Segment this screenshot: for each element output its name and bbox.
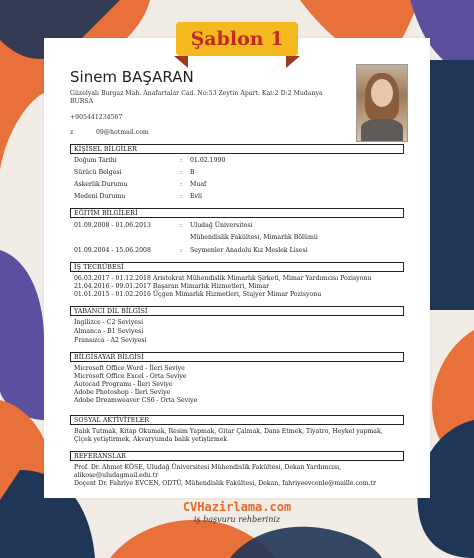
section-references: REFERANSLAR bbox=[70, 451, 404, 461]
template-title: Şablon 1 bbox=[190, 28, 284, 50]
address-line-2: BURSA bbox=[70, 98, 94, 105]
language-item: Fransızca - A2 Seviyesi bbox=[74, 337, 147, 344]
education-date: 01.09.2008 - 01.06.2013 bbox=[74, 222, 151, 229]
reference-item: alikose@uludagmail.edu.tr bbox=[74, 472, 159, 479]
computer-skill: Microsoft Office Excel - Orta Seviye bbox=[74, 373, 187, 380]
personal-sep: : bbox=[180, 181, 183, 188]
language-item: İngilizce - C2 Seviyesi bbox=[74, 319, 144, 326]
experience-item: 01.01.2015 - 01.02.2016 Üçgen Mimarlık Hizmetleri, Stajyer Mimar Pozisyonu bbox=[74, 291, 322, 298]
personal-sep: : bbox=[180, 157, 183, 164]
language-item: Almanca - B1 Seviyesi bbox=[74, 328, 144, 335]
personal-value: Muaf bbox=[190, 181, 207, 188]
profile-photo bbox=[356, 64, 408, 142]
section-experience: İŞ TECRÜBESİ bbox=[70, 262, 404, 272]
personal-sep: : bbox=[180, 169, 183, 176]
section-personal: KİŞİSEL BİLGİLER bbox=[70, 144, 404, 154]
reference-item: Doçent Dr. Fahriye EVCEN, ODTÜ, Mühendislik Fakültesi, Dekan, fahriyeevcenle@maille.com.tr bbox=[74, 480, 376, 487]
computer-skill: Adobe Dreamweaver CS6 - Orta Seviye bbox=[74, 397, 198, 404]
section-computer: BİLGİSAYAR BİLGİSİ bbox=[70, 352, 404, 362]
personal-value: Evli bbox=[190, 193, 202, 200]
computer-skill: Autocad Programı - İleri Seviye bbox=[74, 381, 173, 388]
personal-label: Medeni Durumu bbox=[74, 193, 126, 200]
computer-skill: Microsoft Office Word - İleri Seviye bbox=[74, 365, 185, 372]
navy-strip-right bbox=[430, 60, 474, 310]
education-detail: Mühendislik Fakültesi, Mimarlık Bölümü bbox=[190, 234, 318, 241]
education-date: 01.09.2004 - 15.06.2008 bbox=[74, 247, 151, 254]
education-school: Seymenler Anadolu Kız Meslek Lisesi bbox=[190, 247, 308, 254]
cv-document bbox=[44, 38, 430, 498]
section-social: SOSYAL AKTİVİTELER bbox=[70, 415, 404, 425]
reference-item: Prof. Dr. Ahmet KÖSE, Uludağ Üniversitesi Mühendislik Fakültesi, Dekan Yardımcısı, bbox=[74, 464, 342, 471]
template-title-banner bbox=[176, 22, 298, 56]
site-logo[interactable]: CVHazirlama.com bbox=[182, 500, 292, 514]
personal-value: 01.02.1990 bbox=[190, 157, 226, 164]
purple-blob-left bbox=[0, 250, 44, 420]
personal-sep: : bbox=[180, 193, 183, 200]
email-prefix: z bbox=[70, 129, 74, 136]
education-sep: : bbox=[180, 247, 183, 254]
email: 09@hotmail.com bbox=[96, 129, 149, 136]
personal-label: Doğum Tarihi bbox=[74, 157, 117, 164]
site-tagline: iş başvuru rehberiniz bbox=[193, 515, 281, 524]
address-line-1: Güzelyalı Burgaz Mah. Anafartalar Cad. No:53 Zeytin Apart. Kat:2 D:2 Mudanya bbox=[70, 90, 323, 97]
education-sep: : bbox=[180, 222, 183, 229]
personal-value: B bbox=[190, 169, 195, 176]
personal-label: Sürücü Belgesi bbox=[74, 169, 122, 176]
section-languages: YABANCI DİL BİLGİSİ bbox=[70, 306, 404, 316]
candidate-name: Sinem BAŞARAN bbox=[70, 68, 194, 86]
education-school: Uludağ Üniversitesi bbox=[190, 222, 253, 229]
experience-item: 06.03.2017 - 01.12.2018 Aristokrat Mühendislik Mimarlık Şirketi, Mimar Yardımcısı Pozisyonu bbox=[74, 275, 372, 282]
social-activity: Balık Tutmak, Kitap Okumak, Resim Yapmak, Gitar Çalmak, Dans Etmek, Tiyatro, Heykel yapmak, bbox=[74, 428, 383, 435]
section-education: EĞİTİM BİLGİLERİ bbox=[70, 208, 404, 218]
social-activity: Çiçek yetiştirmek, Akvaryumda balık yetiştirmek bbox=[74, 436, 228, 443]
personal-label: Askerlik Durumu bbox=[74, 181, 128, 188]
phone: +905441234567 bbox=[70, 114, 123, 121]
computer-skill: Adobe Photoshop - İleri Seviye bbox=[74, 389, 171, 396]
experience-item: 21.04.2016 - 09.01.2017 Başaran Mimarlık Hizmetleri, Mimar bbox=[74, 283, 270, 290]
navy-blob-bottom-center bbox=[230, 527, 382, 558]
